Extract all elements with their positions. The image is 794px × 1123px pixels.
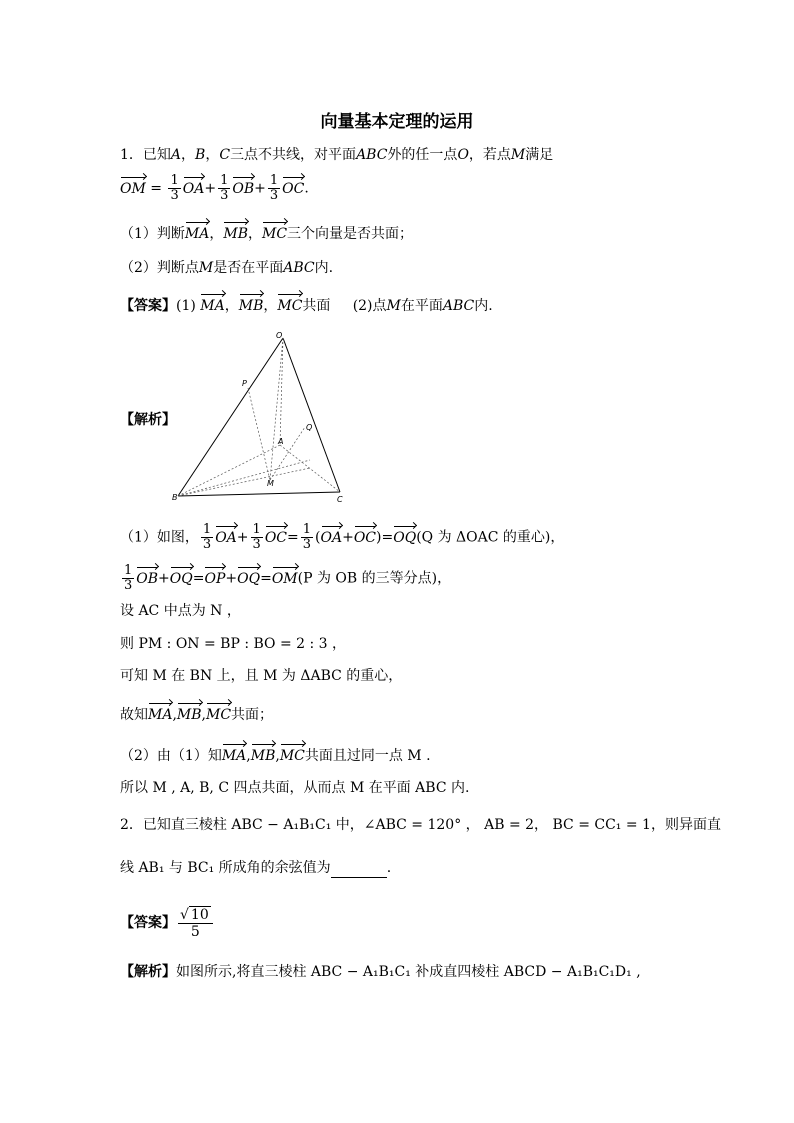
segment-pm xyxy=(248,388,270,480)
q1-answer: 【答案】(1) MA，MB，MC共面 (2)点M在平面ABC内. xyxy=(120,292,493,316)
q1-solution-line6: 故知MA,MB,MC共面； xyxy=(120,701,273,725)
q1-solution-line4: 则 PM : ON = BP : BO = 2 : 3 ， xyxy=(120,636,347,652)
q1-part2: （2）判断点M是否在平面ABC内. xyxy=(120,260,334,276)
q1-solution-line3: 设 AC 中点为 N ， xyxy=(120,603,241,619)
q1-solution-line8: 所以 M , A, B, C 四点共面，从而点 M 在平面 ABC 内. xyxy=(120,780,470,796)
q1-stem: 1．已知A，B，C三点不共线，对平面ABC外的任一点O，若点M满足 xyxy=(120,147,554,163)
page-title: 向量基本定理的运用 xyxy=(320,112,474,132)
segment-mq xyxy=(270,427,305,480)
q1-solution-line5: 可知 M 在 BN 上，且 M 为 ΔABC 的重心， xyxy=(120,668,403,684)
edge-ob xyxy=(178,338,283,496)
q1-solution-line2: $\frac{1}{3}$ OB+OQ=OP+OQ=OM(P 为 OB 的三等分点)， xyxy=(124,563,452,593)
label-o: O xyxy=(276,331,283,340)
q2-stem-line1: 2．已知直三棱柱 ABC − A₁B₁C₁ 中，∠ABC = 120° ， AB = 2， BC = CC₁ = 1，则异面直 xyxy=(120,817,721,833)
segment-om xyxy=(270,338,283,480)
label-m: M xyxy=(267,479,274,488)
q1-solution-line1: （1）如图， $\frac{1}{3}$ OA+ $\frac{1}{3}$ OC= $\frac{1}{3}$ (OA+OC)=OQ(Q 为 ΔOAC 的重心)， xyxy=(120,522,565,552)
q2-analysis: 【解析】如图所示,将直三棱柱 ABC − A₁B₁C₁ 补成直四棱柱 ABCD − A₁B₁C₁D₁ , xyxy=(120,964,641,980)
q1-part1: （1）判断MA，MB，MC三个向量是否共面； xyxy=(120,220,413,244)
edge-oc xyxy=(283,338,340,492)
segment-bn xyxy=(178,468,310,496)
edge-ba xyxy=(178,445,280,496)
q1-formula: OM = $\frac{1}{3}$ OA+ $\frac{1}{3}$ OB+ $\frac{1}{3}$ OC. xyxy=(120,173,309,203)
label-q: Q xyxy=(306,423,313,432)
edge-bc xyxy=(178,492,340,496)
q1-solution-line7: （2）由（1）知MA,MB,MC共面且过同一点 M . xyxy=(120,742,431,766)
q1-analysis-tag: 【解析】 xyxy=(120,412,176,428)
q2-answer: 【答案】 $\frac{√ 10}{5}$ xyxy=(120,906,215,940)
label-p: P xyxy=(242,379,247,388)
tetrahedron-figure xyxy=(170,330,360,510)
label-a: A xyxy=(278,437,284,446)
answer-blank xyxy=(331,863,387,878)
label-b: B xyxy=(172,493,178,502)
q2-stem-line2: 线 AB₁ 与 BC₁ 所成角的余弦值为 . xyxy=(120,860,392,876)
label-c: C xyxy=(337,495,343,504)
